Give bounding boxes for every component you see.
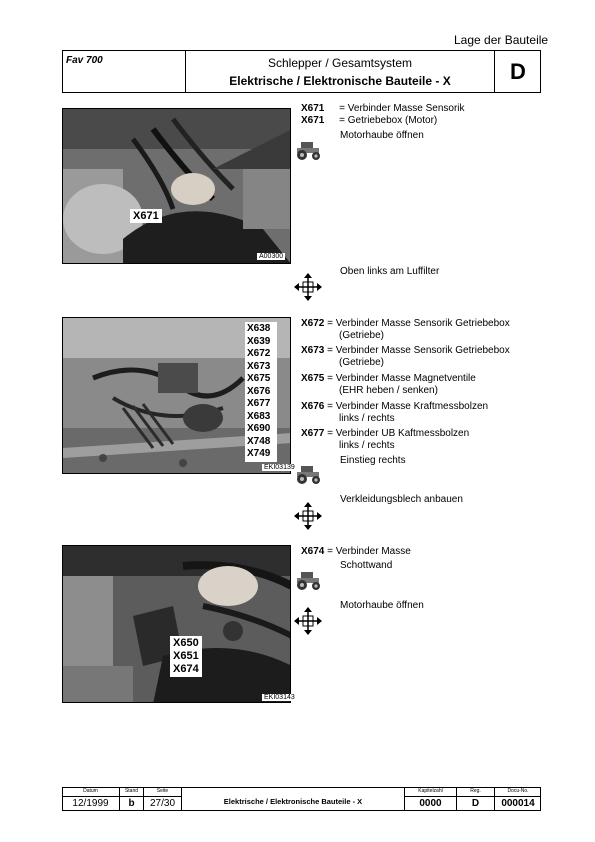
footer-cell-datum — [62, 787, 120, 811]
step-text: Einstieg rechts — [340, 455, 406, 466]
footer-value: 27/30 — [149, 798, 176, 809]
item-text: Verbinder Masse Sensorik Getriebebox — [335, 345, 510, 356]
item-code: X671 — [301, 115, 325, 126]
tractor-icon — [293, 568, 323, 592]
footer-cell-stand — [120, 787, 144, 811]
footer-cell-reg — [457, 787, 495, 811]
callout-label: X672 — [247, 348, 271, 359]
photo-code: A00300 — [259, 253, 284, 260]
item-code: X675 — [301, 373, 325, 384]
callout-label: X674 — [173, 663, 199, 675]
footer-title: Elektrische / Elektronische Bauteile - X — [223, 797, 363, 806]
item-code: X676 — [301, 401, 325, 412]
callout-x671: X671 — [130, 209, 162, 223]
item-text: Verbinder Masse Magnetventile — [335, 373, 476, 384]
move-arrows-icon — [293, 606, 323, 636]
item-text: Verbinder Masse Sensorik — [347, 103, 465, 114]
item-code: X671 — [301, 103, 325, 114]
footer-value: D — [471, 798, 480, 809]
photo-x674 — [62, 545, 291, 703]
item-row: X673 = Verbinder Masse Sensorik Getriebebox — [301, 345, 510, 356]
move-arrows-icon — [293, 272, 323, 302]
photo-code: EKI03143 — [264, 694, 295, 701]
item-sub: links / rechts — [339, 440, 395, 451]
step-text: Motorhaube öffnen — [340, 130, 424, 141]
item-row: X677 = Verbinder UB Kaftmessbolzen — [301, 428, 470, 439]
callout-label: X639 — [247, 335, 271, 347]
callout-label: X651 — [173, 650, 199, 662]
footer-label: Kapitelzahl — [418, 788, 443, 794]
page-subtitle: Elektrische / Elektronische Bauteile - X — [229, 74, 451, 88]
footer-label: Datum — [83, 788, 98, 794]
photo-x671 — [62, 108, 291, 264]
callout-list — [245, 322, 277, 462]
item-row — [301, 103, 465, 115]
item-sub: Schottwand — [340, 560, 393, 571]
item-sub: (EHR heben / senken) — [339, 385, 438, 396]
footer-value: b — [128, 798, 135, 809]
callout-label: X683 — [247, 410, 271, 422]
photo-code: EKI03139 — [264, 464, 295, 471]
item-text: Verbinder Masse Kraftmessbolzen — [335, 401, 489, 412]
footer-label: Stand — [124, 788, 139, 794]
item-eq: = — [339, 115, 345, 126]
footer-label: Seite — [156, 788, 169, 794]
footer-value: 12/1999 — [72, 798, 109, 809]
footer-label: Docu-No. — [507, 788, 529, 794]
item-sub: (Getriebe) — [339, 330, 385, 341]
footer-label: Reg. — [470, 788, 481, 794]
footer-value: 000014 — [501, 798, 535, 809]
footer-value: 0000 — [419, 798, 442, 809]
item-sub: links / rechts — [339, 413, 395, 424]
model-label: Fav 700 — [66, 55, 103, 66]
item-row: X674 = Verbinder Masse — [301, 546, 411, 557]
item-row: X675 = Verbinder Masse Magnetventile — [301, 373, 476, 384]
step-text: Motorhaube öffnen — [340, 600, 424, 611]
chapter-letter: D — [510, 59, 526, 84]
callout-label: X677 — [247, 398, 271, 409]
section-title: Lage der Bauteile — [454, 33, 549, 47]
footer-cell-docu — [495, 787, 541, 811]
item-code: X672 — [301, 318, 325, 329]
item-row: X672 = Verbinder Masse Sensorik Getriebebox — [301, 318, 510, 329]
tractor-icon — [293, 462, 323, 486]
tractor-icon — [293, 138, 323, 162]
footer-cell-title — [182, 787, 405, 811]
item-code: X674 — [301, 546, 325, 557]
item-text: Verbinder Masse — [335, 546, 411, 557]
page-title: Schlepper / Gesamtsystem — [267, 56, 413, 70]
callout-label: X748 — [247, 435, 271, 447]
callout-label: X650 — [173, 637, 199, 649]
step-text: Oben links am Luffilter — [340, 266, 440, 277]
item-text: Verbinder Masse Sensorik Getriebebox — [335, 318, 510, 329]
callout-label: X749 — [247, 448, 271, 459]
step-text: Verkleidungsblech anbauen — [340, 494, 463, 505]
callout-label: X690 — [247, 423, 271, 434]
callout-label: X675 — [247, 373, 271, 384]
item-eq: = — [339, 103, 345, 114]
move-arrows-icon — [293, 501, 323, 531]
callout-label: X676 — [247, 385, 271, 397]
callout-label: X673 — [247, 360, 271, 372]
item-row: X676 = Verbinder Masse Kraftmessbolzen — [301, 401, 489, 412]
callout-list — [170, 636, 202, 677]
item-row — [301, 115, 437, 127]
item-sub: (Getriebe) — [339, 357, 385, 368]
footer-cell-kapitel — [405, 787, 457, 811]
item-text: Verbinder UB Kaftmessbolzen — [335, 428, 470, 439]
item-code: X673 — [301, 345, 325, 356]
footer-cell-seite — [144, 787, 182, 811]
callout-label: X638 — [247, 323, 271, 334]
item-text: Getriebebox (Motor) — [347, 115, 438, 126]
item-code: X677 — [301, 428, 325, 439]
